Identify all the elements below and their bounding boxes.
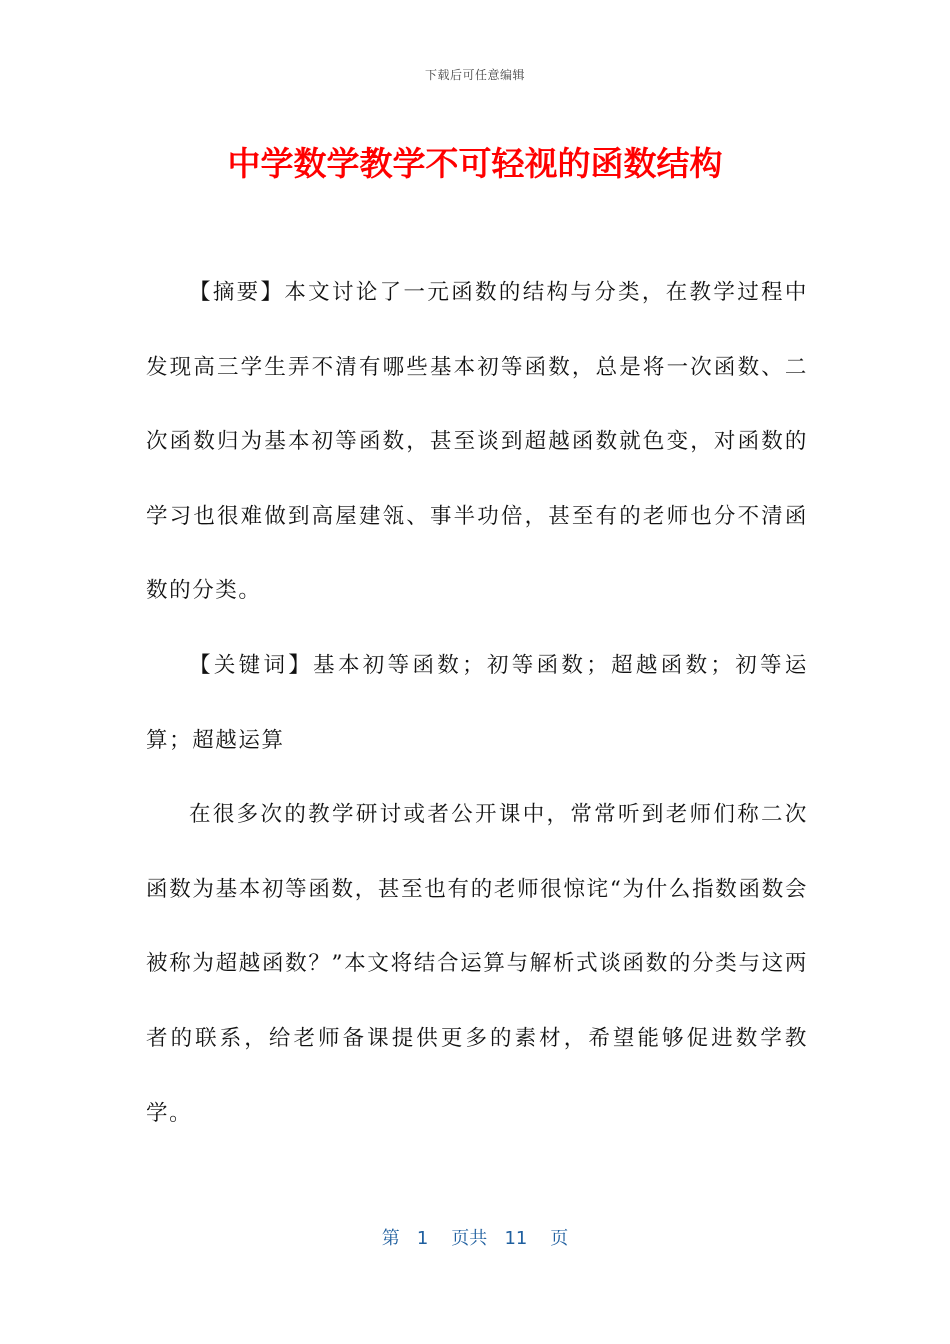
footer-suffix: 页 (550, 1228, 569, 1249)
footer-middle: 页共 (451, 1228, 488, 1249)
page-footer (0, 1222, 950, 1256)
abstract-paragraph: 【摘要】本文讨论了一元函数的结构与分类，在教学过程中发现高三学生弄不清有哪些基本初等函数，总是将一次函数、二次函数归为基本初等函数，甚至谈到超越函数就色变，对函数的学习也很难做到高屋建瓴、事半功倍，甚至有的老师也分不清函数的分类。 (146, 280, 808, 604)
footer-current-page: 1 (416, 1228, 429, 1249)
header-note: 下载后可任意编辑 (424, 68, 525, 82)
footer-prefix: 第 (381, 1228, 400, 1249)
footer-total-pages: 11 (504, 1228, 528, 1249)
intro-paragraph: 在很多次的教学研讨或者公开课中，常常听到老师们称二次函数为基本初等函数，甚至也有的老师很惊诧“为什么指数函数会被称为超越函数？”本文将结合运算与解析式谈函数的分类与这两者的联系，给老师备课提供更多的素材，希望能够促进数学教学。 (146, 802, 808, 1126)
document-title: 中学数学教学不可轻视的函数结构 (227, 144, 723, 183)
document-body (146, 256, 808, 1151)
keywords-paragraph: 【关键词】基本初等函数；初等函数；超越函数；初等运算；超越运算 (146, 652, 808, 753)
